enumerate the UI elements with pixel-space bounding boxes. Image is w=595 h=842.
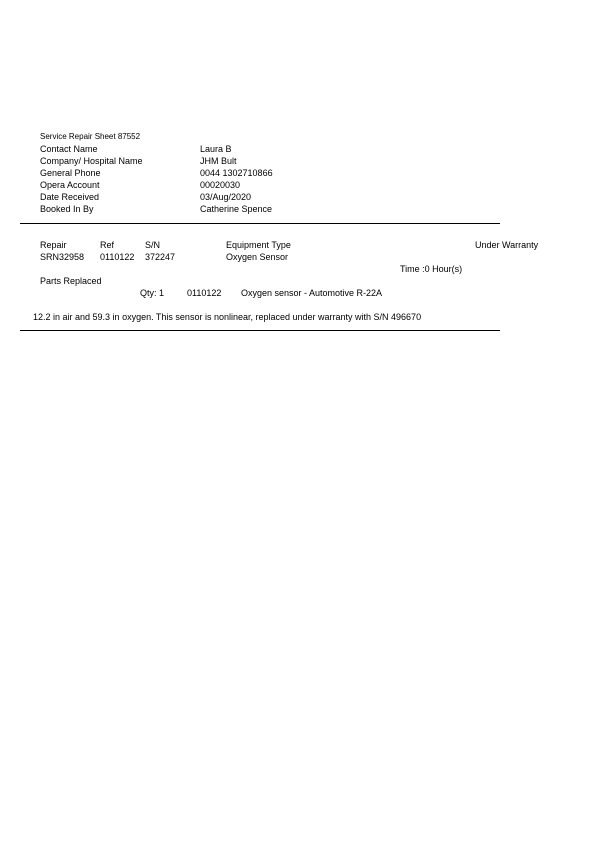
date-received-value: 03/Aug/2020	[200, 192, 252, 202]
ref-header: Ref	[100, 240, 115, 250]
part-code: 0110122	[187, 288, 222, 298]
part-description: Oxygen sensor - Automotive R-22A	[241, 288, 383, 298]
contact-name-label: Contact Name	[40, 144, 98, 154]
under-warranty-label: Under Warranty	[475, 240, 539, 250]
company-name-value: JHM Bult	[200, 156, 237, 166]
general-phone-label: General Phone	[40, 168, 101, 178]
top-divider	[20, 223, 500, 224]
part-qty: Qty: 1	[140, 288, 165, 298]
contact-name-value: Laura B	[200, 144, 232, 154]
sn-header: S/N	[145, 240, 161, 250]
opera-account-value: 00020030	[200, 180, 241, 190]
date-received-label: Date Received	[40, 192, 100, 202]
opera-account-label: Opera Account	[40, 180, 100, 190]
time-spent: Time :0 Hour(s)	[400, 264, 463, 274]
general-phone-value: 0044 1302710866	[200, 168, 273, 178]
equipment-type-value: Oxygen Sensor	[226, 252, 289, 262]
booked-in-by-label: Booked In By	[40, 204, 94, 214]
parts-replaced-heading: Parts Replaced	[40, 276, 102, 286]
repair-header: Repair	[40, 240, 67, 250]
repair-number: SRN32958	[40, 252, 85, 262]
ref-value: 0110122	[100, 252, 135, 262]
bottom-divider	[20, 330, 500, 331]
sheet-title: Service Repair Sheet 87552	[40, 132, 141, 141]
booked-in-by-value: Catherine Spence	[200, 204, 273, 214]
company-name-label: Company/ Hospital Name	[40, 156, 143, 166]
equipment-type-header: Equipment Type	[226, 240, 291, 250]
sn-value: 372247	[145, 252, 176, 262]
repair-notes: 12.2 in air and 59.3 in oxygen. This sensor is nonlinear, replaced under warranty with S/N 496670	[33, 312, 422, 322]
